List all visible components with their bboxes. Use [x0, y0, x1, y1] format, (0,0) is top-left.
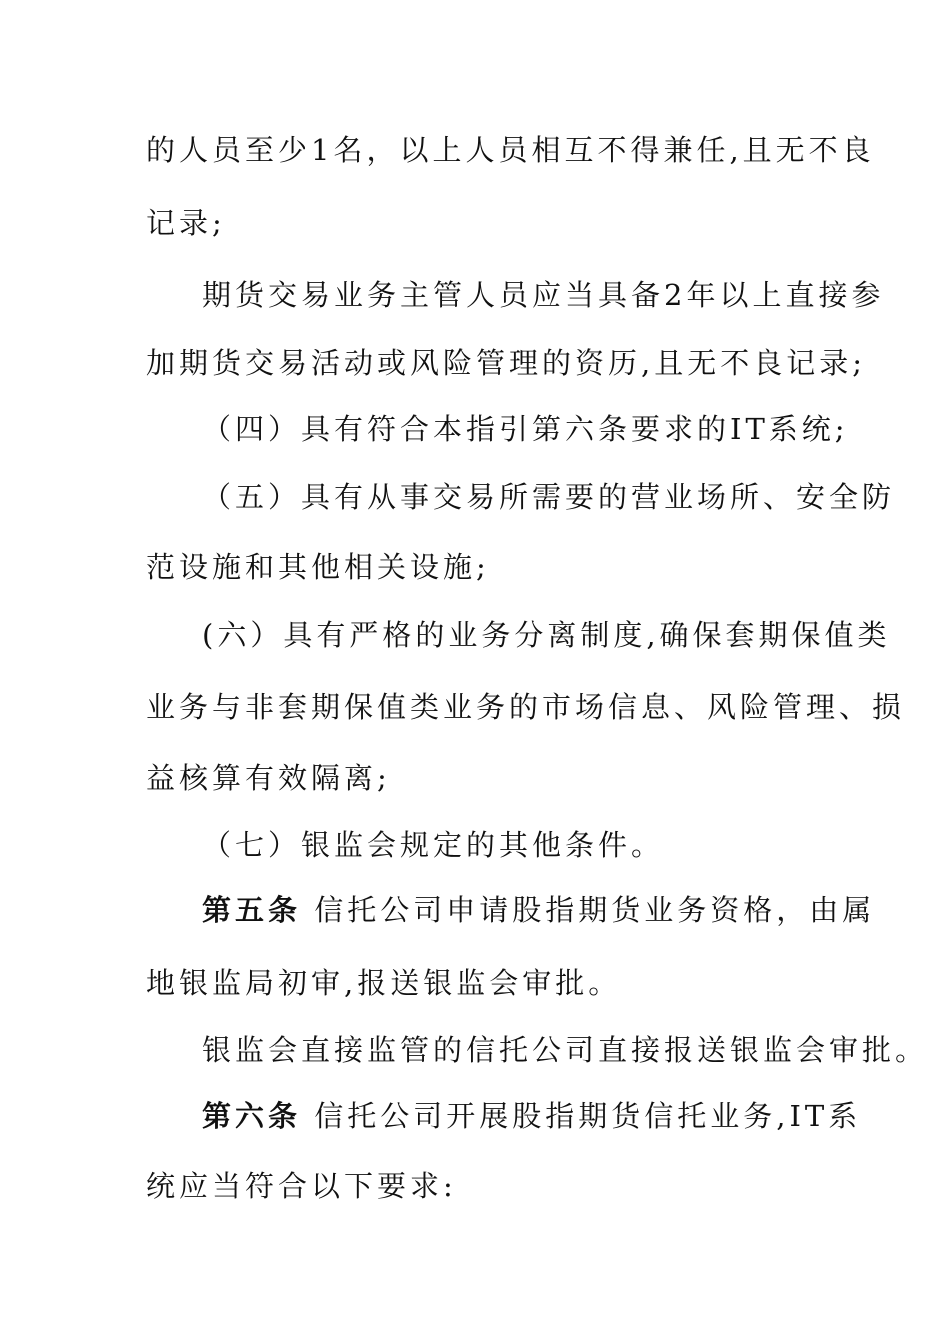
item-7: （七）银监会规定的其他条件。	[202, 828, 665, 862]
article-6-label: 第六条	[202, 1099, 302, 1133]
text-line-4: 加期货交易活动或风险管理的资历,且无不良记录;	[146, 346, 866, 380]
article-6-line-2: 统应当符合以下要求:	[146, 1169, 457, 1203]
article-5-label: 第五条	[202, 893, 302, 927]
article-6-line-1	[202, 1096, 861, 1136]
item-5-line-2: 范设施和其他相关设施;	[146, 550, 490, 584]
article-5-paragraph-2: 银监会直接监管的信托公司直接报送银监会审批。	[202, 1033, 929, 1067]
text-line-2: 记录;	[146, 206, 226, 240]
article-5-line-1	[202, 890, 875, 930]
item-6-line-1: (六）具有严格的业务分离制度,确保套期保值类	[202, 618, 891, 652]
item-4: （四）具有符合本指引第六条要求的IT系统;	[202, 412, 849, 446]
article-5-text: 信托公司申请股指期货业务资格，由属	[314, 893, 876, 927]
article-5-line-2: 地银监局初审,报送银监会审批。	[146, 966, 622, 1000]
article-6-text: 信托公司开展股指期货信托业务,IT系	[314, 1099, 862, 1133]
text-line-1: 的人员至少1名，以上人员相互不得兼任,且无不良	[146, 133, 875, 167]
item-5-line-1: （五）具有从事交易所需要的营业场所、安全防	[202, 480, 896, 514]
item-6-line-2: 业务与非套期保值类业务的市场信息、风险管理、损	[146, 690, 906, 724]
text-line-3: 期货交易业务主管人员应当具备2年以上直接参	[202, 278, 885, 312]
item-6-line-3: 益核算有效隔离;	[146, 761, 391, 795]
